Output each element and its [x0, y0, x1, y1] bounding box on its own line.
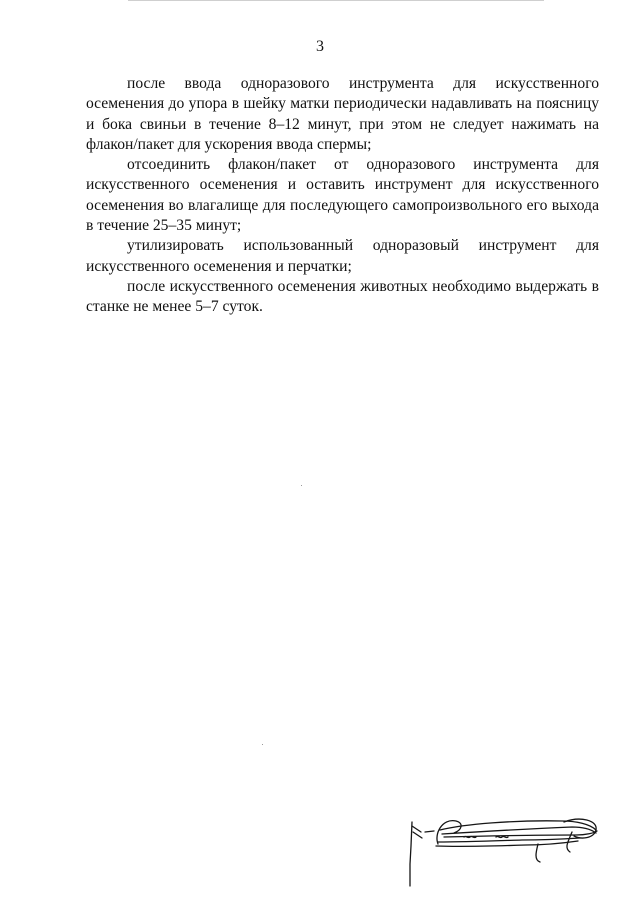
scan-speck: [262, 744, 263, 745]
paragraph-3: утилизировать использованный одноразовый инструмент для искусственного осеменения и перчатки;: [86, 237, 599, 275]
paragraph-4: после искусственного осеменения животных необходимо выдержать в станке не менее 5–7 суток.: [86, 277, 599, 316]
body-text: [86, 74, 599, 318]
handwritten-signature: [404, 808, 604, 888]
paragraph-2: отсоединить флакон/пакет от одноразового инструмента для искусственного осеменения и оставить инструмент для искусственного осеменения во влагалище для последующего самопроизвольного его выхода в течение 25–35 минут;: [86, 156, 599, 235]
scan-top-edge: [128, 0, 544, 1]
scan-speck: [301, 485, 302, 486]
page-number: 3: [316, 38, 324, 55]
paragraph-1: после ввода одноразового инструмента для искусственного осеменения до упора в шейку матки периодически надавливать на поясницу и бока свиньи в течение 8–12 минут, при этом не следует нажимать на флакон/пакет для ускорения ввода спермы;: [86, 75, 599, 153]
